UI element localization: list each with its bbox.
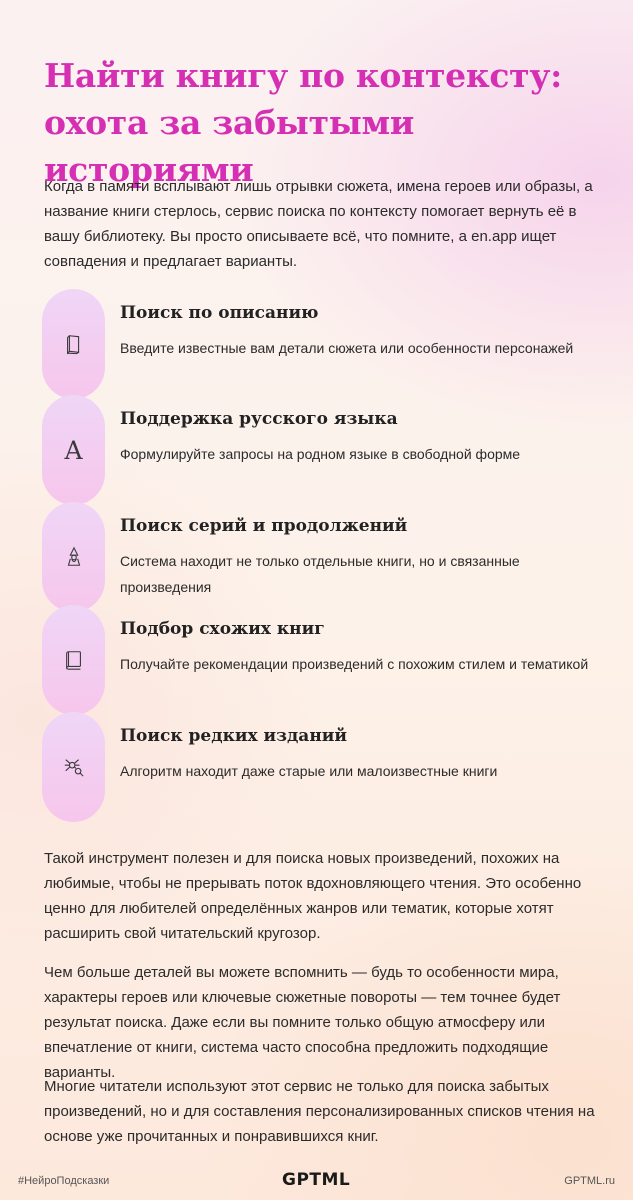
body-paragraph: Такой инструмент полезен и для поиска новых произведений, похожих на любимые, чтобы не прерывать поток вдохновляющего чтения. Это особенно ценно для любителей определённых жанров или тематик, которые хотят расширить свой читательский кругозор. [44,850,582,942]
feature-icon-pill [42,395,105,505]
feature-description: Формулируйте запросы на родном языке в свободной форме [120,446,521,462]
feature-icon-pill [42,712,105,822]
book-icon [63,333,85,355]
feature-description: Алгоритм находит даже старые или малоизвестные книги [120,763,498,779]
feature-icon-pill [42,605,105,715]
feature-item [42,502,602,612]
gptml-logo: GPTML [282,1170,351,1190]
feature-item [42,712,602,822]
feature-description: Введите известные вам детали сюжета или особенности персонажей [120,340,574,356]
feature-description: Система находит не только отдельные книги, но и связанные произведения [120,553,520,595]
feature-title: Подбор схожих книг [120,619,325,639]
page-title: Найти книгу по контексту: охота за забытыми историями [44,56,563,189]
footer [0,1172,633,1200]
feature-title: Поддержка русского языка [120,409,398,429]
spider-search-icon [63,756,85,778]
feature-description: Получайте рекомендации произведений с похожим стилем и тематикой [120,656,589,672]
body-paragraph: Многие читатели используют этот сервис не только для поиска забытых произведений, но и для составления персонализированных списков чтения на основе уже прочитанных и понравившихся книг. [44,1078,595,1145]
footer-hashtag: #НейроПодсказки [18,1175,110,1187]
footer-site-link[interactable]: GPTML.ru [564,1175,615,1187]
letter-a-icon: A [64,435,83,465]
feature-icon-pill [42,289,105,399]
feature-item [42,395,602,505]
closed-book-icon [63,649,85,671]
body-paragraph: Чем больше деталей вы можете вспомнить — будь то особенности мира, характеры героев или ключевые сюжетные повороты — тем точнее будет результат поиска. Даже если вы помните только общую атмосферу или впечатление от книги, система часто способна предложить подходящие варианты. [44,964,561,1081]
feature-title: Поиск редких изданий [120,726,347,746]
feature-title: Поиск серий и продолжений [120,516,408,536]
feature-icon-pill [42,502,105,612]
gnome-icon [63,546,85,568]
feature-item [42,605,602,715]
feature-item [42,289,602,399]
intro-paragraph: Когда в памяти всплывают лишь отрывки сюжета, имена героев или образы, а название книги стерлось, сервис поиска по контексту помогает вернуть её в вашу библиотеку. Вы просто описываете всё, что помните, а en.app ищет совпадения и предлагает варианты. [44,178,593,270]
feature-title: Поиск по описанию [120,303,319,323]
